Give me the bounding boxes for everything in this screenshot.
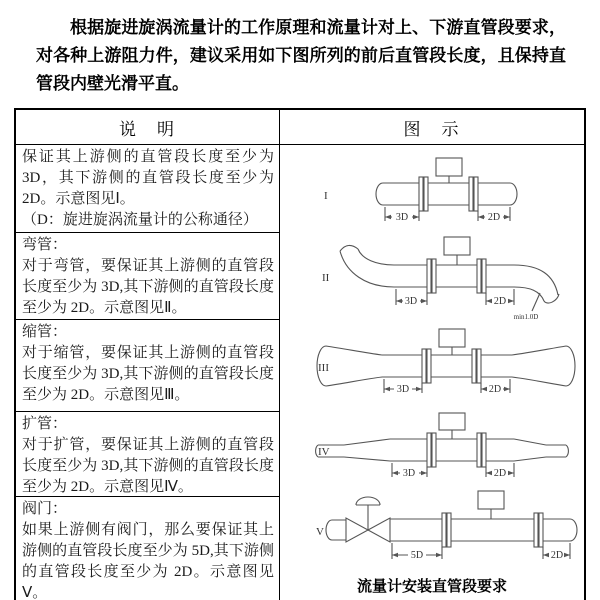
flange-icon [424, 177, 428, 211]
diagram-numeral: III [318, 362, 329, 374]
upstream-dim-label: 3D [396, 384, 410, 395]
flange-icon [477, 433, 481, 467]
diagram-numeral: IV [318, 446, 330, 458]
downstream-taper [514, 439, 568, 461]
spec-row-general [16, 145, 279, 233]
pipe-lines [383, 183, 510, 205]
flange-icon [422, 349, 426, 383]
transmitter-icon [478, 491, 504, 509]
diagram-numeral: I [324, 190, 328, 202]
diagram-valve-pipe [282, 485, 582, 573]
spec-row-valve [16, 497, 279, 600]
flange-icon [482, 259, 486, 293]
flange-icon [477, 259, 481, 293]
diagram-numeral: II [322, 272, 330, 284]
diagram-reducer-pipe [282, 323, 582, 411]
spec-body: 如果上游侧有阀门，那么要保证其上游侧的直管段长度至少为 5D,其下游侧的直管段长度至少为 2D。示意图见Ⅴ。 [22, 522, 274, 600]
transmitter-icon [439, 329, 465, 347]
downstream-dim-label: 2D [550, 550, 564, 561]
flange-icon [442, 513, 446, 547]
flange-icon [432, 259, 436, 293]
upstream-dim-label: 3D [404, 296, 418, 307]
flange-icon [539, 513, 543, 547]
spec-title: 阀门： [22, 501, 68, 517]
diagram-caption: 流量计安装直管段要求 [356, 578, 507, 595]
upstream-dim-label: 5D [410, 550, 424, 561]
pipe-end-icon [570, 519, 577, 541]
transmitter-icon [436, 158, 462, 176]
upstream-elbow [340, 245, 394, 287]
diagram-expander-pipe [282, 411, 582, 485]
flange-icon [482, 433, 486, 467]
flange-icon [477, 349, 481, 383]
spec-title: 扩管： [22, 416, 68, 432]
downstream-dim-label: 2D [488, 384, 502, 395]
diagram-numeral: V [316, 526, 324, 538]
spec-title: 缩管： [22, 324, 68, 340]
flange-icon [472, 349, 476, 383]
transmitter-icon [439, 413, 465, 430]
downstream-dim-label: 2D [493, 296, 507, 307]
flange-icon [427, 259, 431, 293]
spec-title: 弯管： [22, 237, 68, 253]
pipe-end-icon [510, 183, 517, 205]
spec-row-reducer [16, 320, 279, 412]
min-distance-label: min1.0D [513, 313, 539, 321]
diagram-area [280, 145, 584, 600]
flange-icon [534, 513, 538, 547]
pipe-lines [394, 265, 514, 287]
illustration-column [280, 110, 584, 600]
pipe-lines [390, 439, 514, 461]
leader-line [532, 293, 540, 311]
illustration-header: 图 示 [280, 110, 584, 145]
flange-icon [432, 433, 436, 467]
downstream-bell [512, 346, 575, 386]
flange-icon [469, 177, 473, 211]
diagram-bend-pipe [282, 229, 582, 323]
downstream-elbow [514, 265, 559, 303]
flange-icon [427, 349, 431, 383]
flange-icon [419, 177, 423, 211]
pipe-end-icon [376, 183, 383, 205]
description-column [16, 110, 280, 600]
flange-icon [447, 513, 451, 547]
spec-body: 对于弯管，要保证其上游侧的直管段长度至少为 3D,其下游侧的直管段长度至少为 2D。示意图见Ⅱ。 [22, 258, 274, 316]
spec-body: 对于扩管，要保证其上游侧的直管段长度至少为 3D,其下游侧的直管段长度至少为 2D。示意图见Ⅳ。 [22, 437, 274, 495]
spec-row-bend [16, 233, 279, 320]
flange-icon [474, 177, 478, 211]
spec-note: （D：旋进旋涡流量计的公称通径） [22, 212, 258, 228]
downstream-dim-label: 2D [493, 468, 507, 479]
description-header: 说 明 [16, 110, 279, 145]
upstream-dim-label: 3D [395, 212, 409, 223]
spec-row-expander [16, 412, 279, 497]
intro-paragraph: 根据旋进旋涡流量计的工作原理和流量计对上、下游直管段要求，对各种上游阻力件，建议采用如下图所列的前后直管段长度，且保持直管段内壁光滑平直。 [36, 18, 566, 93]
pipe-lines [382, 355, 512, 377]
spec-body: 保证其上游侧的直管段长度至少为 3D，其下游侧的直管段长度至少为 2D。示意图见Ⅰ。 [22, 149, 274, 207]
transmitter-icon [444, 237, 470, 255]
upstream-dim-label: 3D [402, 468, 416, 479]
spec-table [14, 108, 586, 600]
downstream-dim-label: 2D [487, 212, 501, 223]
diagram-straight-pipe [282, 153, 582, 229]
flange-icon [427, 433, 431, 467]
spec-body: 对于缩管，要保证其上游侧的直管段长度至少为 3D,其下游侧的直管段长度至少为 2D。示意图见Ⅲ。 [22, 345, 274, 403]
valve-inlet-stub [326, 520, 346, 540]
